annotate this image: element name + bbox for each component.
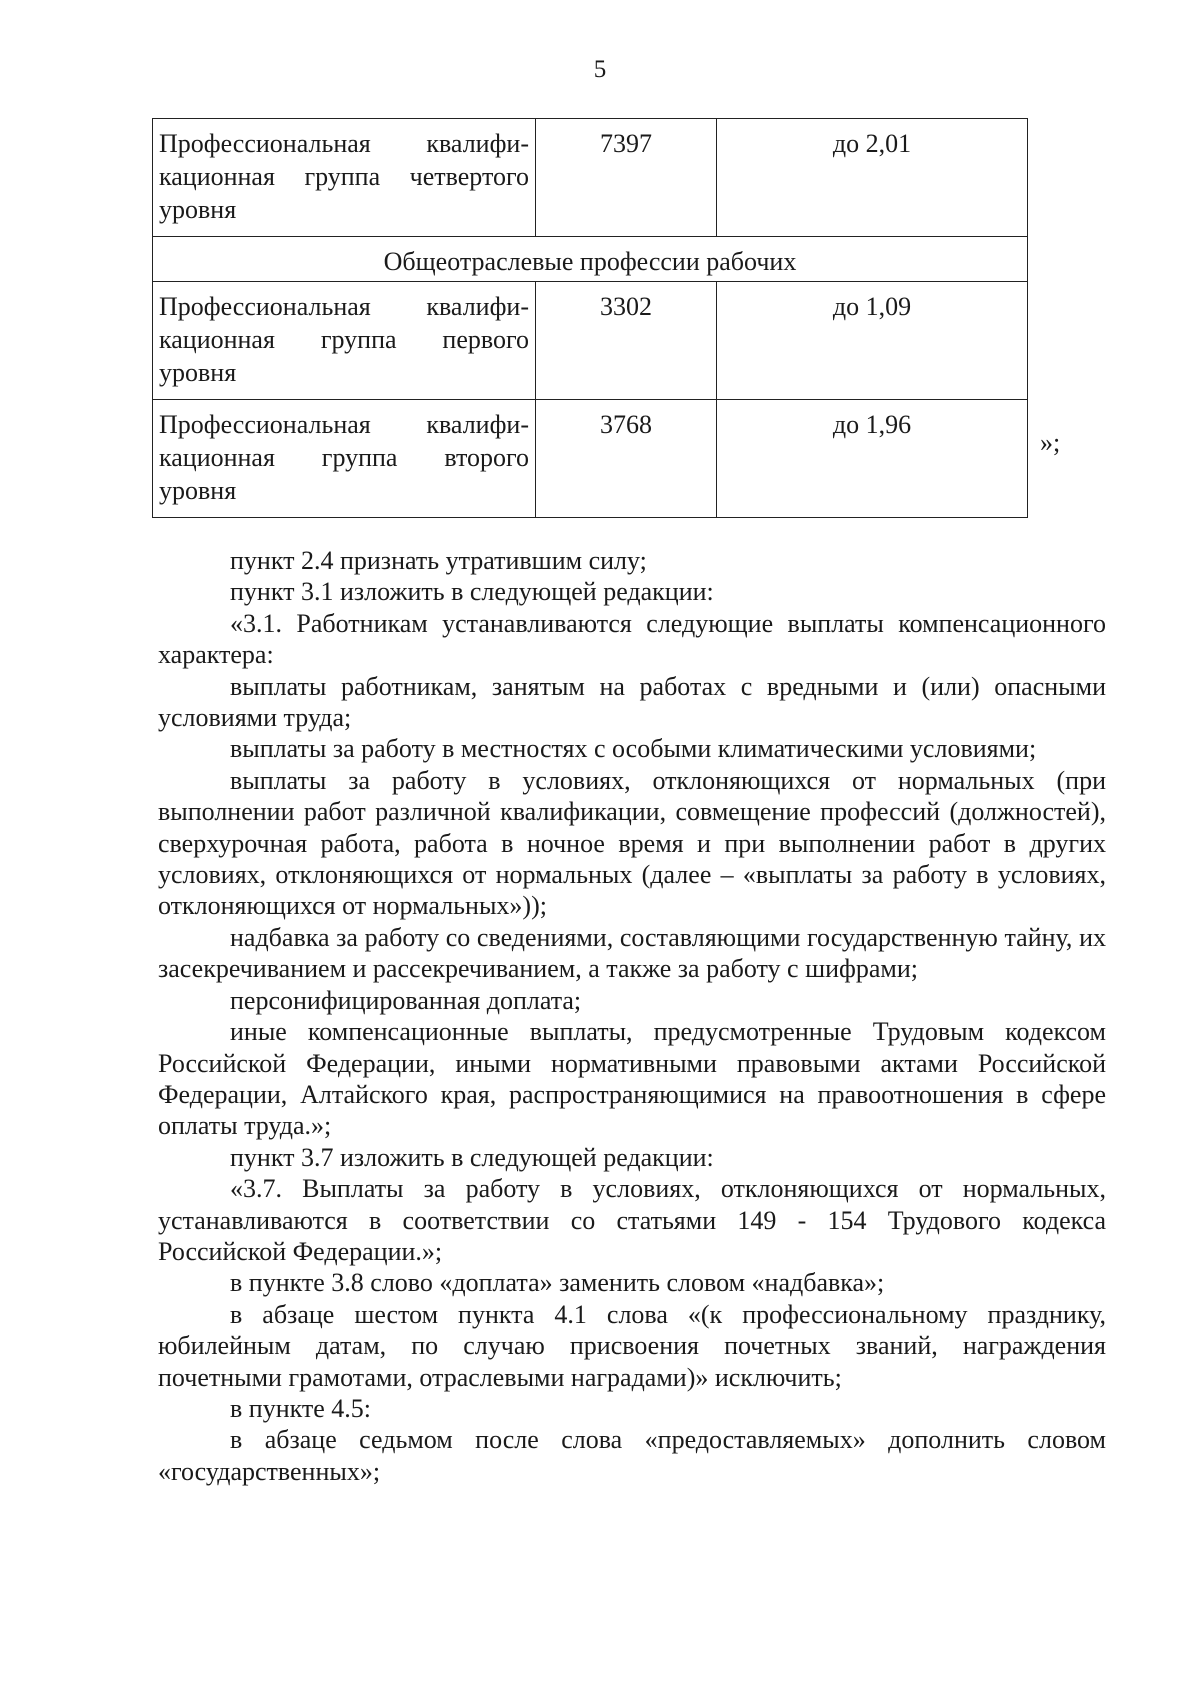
qualification-group-name: Профессиональная квалифи-кационная группа первого уровня xyxy=(153,282,536,400)
paragraph: в абзаце шестом пункта 4.1 слова «(к профессиональному празднику, юбилейным датам, по случаю присвоения почетных званий, награждения почетными грамотами, отраслевыми наградами)» исключить; xyxy=(158,1299,1106,1392)
document-body xyxy=(158,545,1106,1487)
qualification-group-name: Профессиональная квалифи-кационная группа четвертого уровня xyxy=(153,119,536,237)
qualification-group-name: Профессиональная квалифи-кационная группа второго уровня xyxy=(153,400,536,518)
paragraph: «3.1. Работникам устанавливаются следующие выплаты компенсационного характера: xyxy=(158,608,1106,670)
paragraph: пункт 2.4 признать утратившим силу; xyxy=(230,546,647,575)
base-salary-value: 3768 xyxy=(536,400,717,518)
paragraph: пункт 3.7 изложить в следующей редакции: xyxy=(230,1142,714,1172)
salary-table xyxy=(152,118,1028,518)
paragraph: персонифицированная доплата; xyxy=(230,985,582,1015)
coefficient-value: до 1,96 xyxy=(717,400,1028,518)
table-row xyxy=(153,119,1028,237)
paragraph: «3.7. Выплаты за работу в условиях, отклоняющихся от нормальных, устанавливаются в соответствии со статьями 149 - 154 Трудового кодекса Российской Федерации.»; xyxy=(158,1174,1106,1266)
section-header: Общеотраслевые профессии рабочих xyxy=(153,237,1028,282)
base-salary-value: 7397 xyxy=(536,119,717,237)
paragraph: пункт 3.1 изложить в следующей редакции: xyxy=(230,577,714,607)
paragraph: выплаты работникам, занятым на работах с вредными и (или) опасными условиями труда; xyxy=(158,671,1106,733)
coefficient-value: до 2,01 xyxy=(717,119,1028,237)
paragraph: иные компенсационные выплаты, предусмотренные Трудовым кодексом Российской Федерации, иными нормативными правовыми актами Российской Федерации, Алтайского края, распространяющимися на правоотношения в сфере оплаты труда.»; xyxy=(158,1017,1106,1141)
page-number: 5 xyxy=(593,56,607,83)
table-section-row xyxy=(153,237,1028,282)
salary-table-container xyxy=(152,118,1028,518)
table-row xyxy=(153,400,1028,518)
base-salary-value: 3302 xyxy=(536,282,717,400)
table-row xyxy=(153,282,1028,400)
paragraph: выплаты за работу в условиях, отклоняющихся от нормальных (при выполнении работ различной квалификации, совмещение профессий (должностей), сверхурочная работа, работа в ночное время и при выполнении работ в других условиях, отклоняющихся от нормальных (далее – «выплаты за работу в условиях, отклоняющихся от нормальных»)); xyxy=(158,765,1106,921)
paragraph: в абзаце седьмом после слова «предоставляемых» дополнить словом «государственных»; xyxy=(158,1425,1106,1486)
coefficient-value: до 1,09 xyxy=(717,282,1028,400)
paragraph: в пункте 4.5: xyxy=(230,1393,372,1423)
paragraph: надбавка за работу со сведениями, составляющими государственную тайну, их засекречиванием и рассекречиванием, а также за работу с шифрами; xyxy=(158,922,1106,984)
paragraph: выплаты за работу в местностях с особыми климатическими условиями; xyxy=(230,734,1037,764)
paragraph: в пункте 3.8 слово «доплата» заменить словом «надбавка»; xyxy=(230,1268,885,1298)
table-closing-quote: »; xyxy=(1040,428,1061,457)
